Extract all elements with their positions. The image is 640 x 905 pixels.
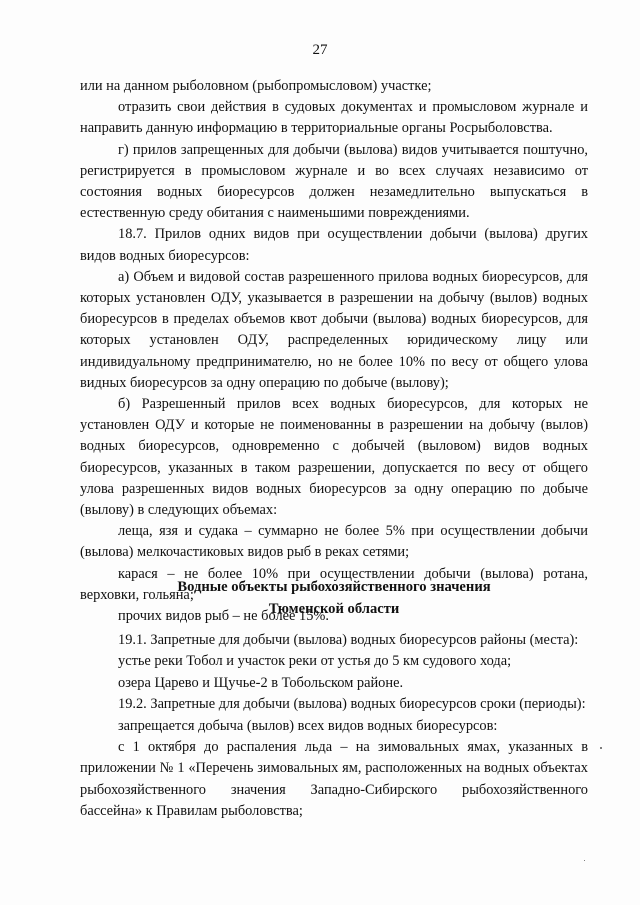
paragraph: карася – не более 10% при осуществлении добычи (вылова) ротана, верховки, гольяна;	[80, 565, 588, 603]
paragraph: 18.7. Прилов одних видов при осуществлении добычи (вылова) других видов водных биоресурсов:	[80, 226, 588, 264]
paragraph: запрещается добыча (вылов) всех видов водных биоресурсов:	[118, 717, 498, 734]
paragraph: устье реки Тобол и участок реки от устья до 5 км судового хода;	[118, 653, 512, 670]
paragraph: отразить свои действия в судовых документах и промысловом журнале и направить данную информацию в территориальные органы Росрыболовства.	[80, 99, 588, 137]
section-text	[80, 630, 588, 823]
paragraph: леща, язя и судака – суммарно не более 5% при осуществлении добычи (вылова) мелкочастиковых видов рыб в реках сетями;	[80, 523, 588, 561]
section-heading-line: Водные объекты рыбохозяйственного значения	[177, 579, 491, 595]
paragraph: 19.1. Запретные для добычи (вылова) водных биоресурсов районы (места):	[118, 632, 579, 648]
paragraph: озера Царево и Щучье-2 в Тобольском районе.	[118, 674, 404, 691]
paragraph: прочих видов рыб – не более 15%.	[118, 608, 329, 625]
paragraph: а) Объем и видовой состав разрешенного прилова водных биоресурсов, для которых установлен ОДУ, указывается в разрешении на добычу (вылов) водных биоресурсов в пределах объемов квот добычи (вылова) водных биоресурсов, для которых установлен ОДУ, распределенных юридическому лицу или индивидуальному предпринимателю, но не более 10% по весу от общего улова видных биоресурсов за одну операцию по добыче (вылову);	[80, 268, 588, 391]
paragraph: 19.2. Запретные для добычи (вылова) водных биоресурсов сроки (периоды):	[118, 696, 586, 713]
paragraph: б) Разрешенный прилов всех водных биоресурсов, для которых не установлен ОДУ и которые не поименованны в разрешении на добычу (вылов) водных биоресурсов, одновременно с добычей (выловом) видов водных биоресурсов, указанных в таком разрешении, допускается по весу от общего улова разрешенных видов водных биоресурсов за одну операцию по добыче (вылову) в следующих объемах:	[80, 396, 588, 519]
page-number: 27	[312, 42, 328, 58]
scan-speck	[600, 747, 602, 749]
paragraph: г) прилов запрещенных для добычи (вылова) видов учитывается поштучно, регистрируется в промысловом журнале и во всех случаях независимо от состояния водных биоресурсов должен незамедлительно выпускаться в естественную среду обитания с наименьшими повреждениями.	[80, 141, 588, 222]
scan-speck	[584, 860, 585, 861]
section-heading	[80, 576, 588, 620]
paragraph: или на данном рыболовном (рыбопромысловом) участке;	[80, 78, 432, 94]
body-text	[80, 76, 588, 627]
paragraph: с 1 октября до распаления льда – на зимовальных ямах, указанных в приложении № 1 «Перечень зимовальных ям, расположенных на водных объектах рыбохозяйственного значения Западно-Сибирского рыбохозяйственного бассейна» к Правилам рыболовства;	[80, 739, 588, 820]
section-heading-line: Тюменской области	[268, 601, 400, 617]
